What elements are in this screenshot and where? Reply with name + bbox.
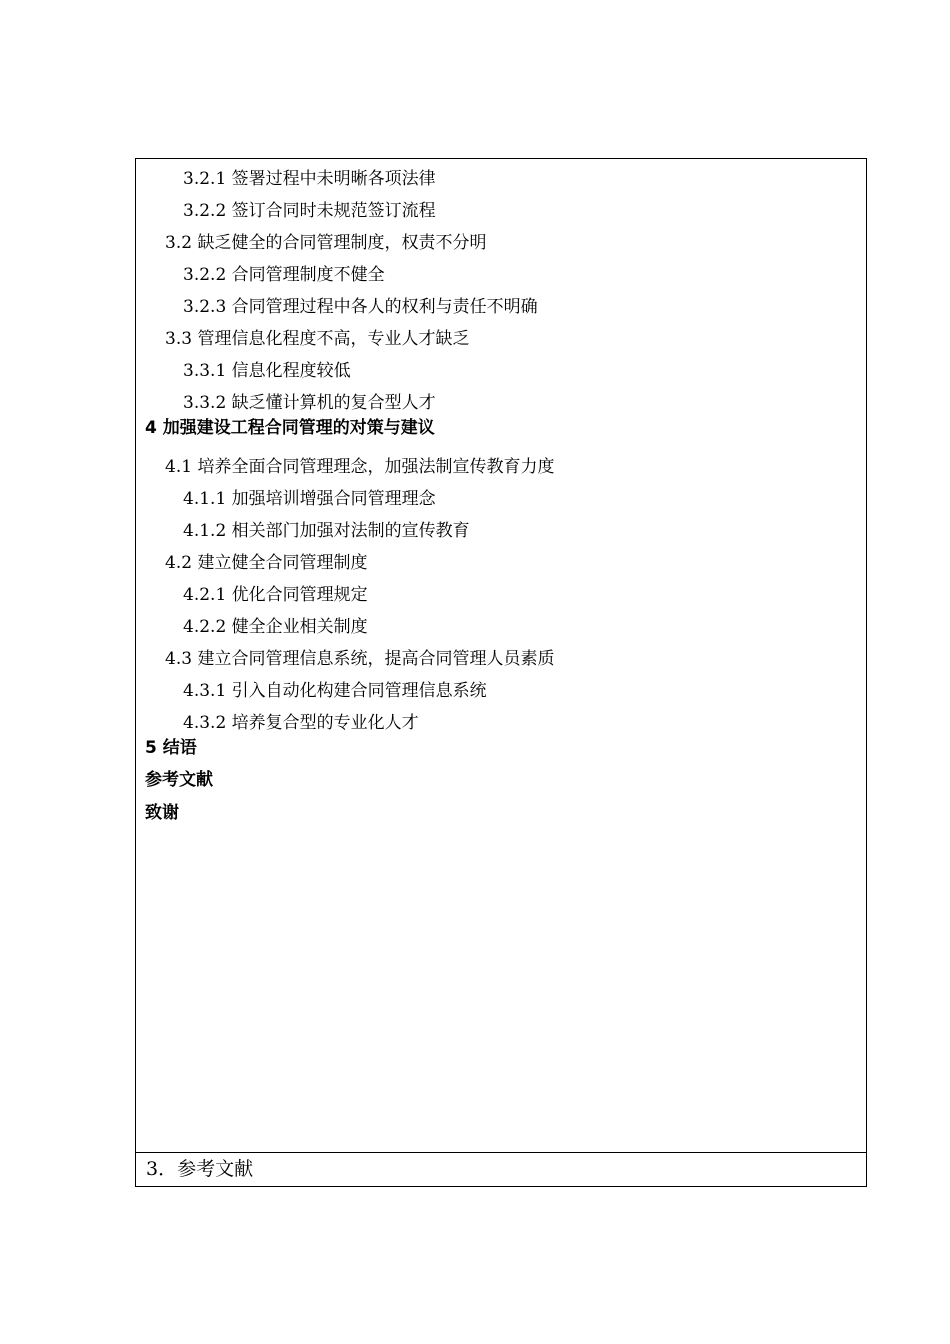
references-section-label: 3．参考文献 [146,1158,254,1180]
outline-item-4-2-1: 4.2.1 优化合同管理规定 [183,585,368,605]
outline-chapter-5: 5 结语 [145,738,197,758]
outline-item-3-2: 3.2 缺乏健全的合同管理制度，权责不分明 [165,233,487,253]
outline-item-4-2-2: 4.2.2 健全企业相关制度 [183,617,368,637]
outline-item-4-1-2: 4.1.2 相关部门加强对法制的宣传教育 [183,521,470,541]
outline-item-3-2-2a: 3.2.2 签订合同时未规范签订流程 [183,201,436,221]
outline-item-4-1-1: 4.1.1 加强培训增强合同管理理念 [183,489,436,509]
outline-item-4-2: 4.2 建立健全合同管理制度 [165,553,368,573]
outline-chapter-4: 4 加强建设工程合同管理的对策与建议 [145,418,435,438]
outline-item-3-2-1: 3.2.1 签署过程中未明晰各项法律 [183,169,436,189]
outline-item-4-3-2: 4.3.2 培养复合型的专业化人才 [183,713,419,733]
outline-item-3-2-2b: 3.2.2 合同管理制度不健全 [183,265,385,285]
outline-item-4-3: 4.3 建立合同管理信息系统，提高合同管理人员素质 [165,649,555,669]
outline-references: 参考文献 [145,770,213,790]
outline-item-3-3-1: 3.3.1 信息化程度较低 [183,361,351,381]
outline-acknowledgement: 致谢 [145,803,179,823]
outline-item-3-3-2: 3.3.2 缺乏懂计算机的复合型人才 [183,393,436,413]
outline-item-4-3-1: 4.3.1 引入自动化构建合同管理信息系统 [183,681,487,701]
outline-table [135,158,867,1187]
outline-item-4-1: 4.1 培养全面合同管理理念，加强法制宣传教育力度 [165,457,555,477]
outline-item-3-3: 3.3 管理信息化程度不高，专业人才缺乏 [165,329,470,349]
table-row-divider [136,1152,866,1153]
outline-item-3-2-3: 3.2.3 合同管理过程中各人的权利与责任不明确 [183,297,538,317]
